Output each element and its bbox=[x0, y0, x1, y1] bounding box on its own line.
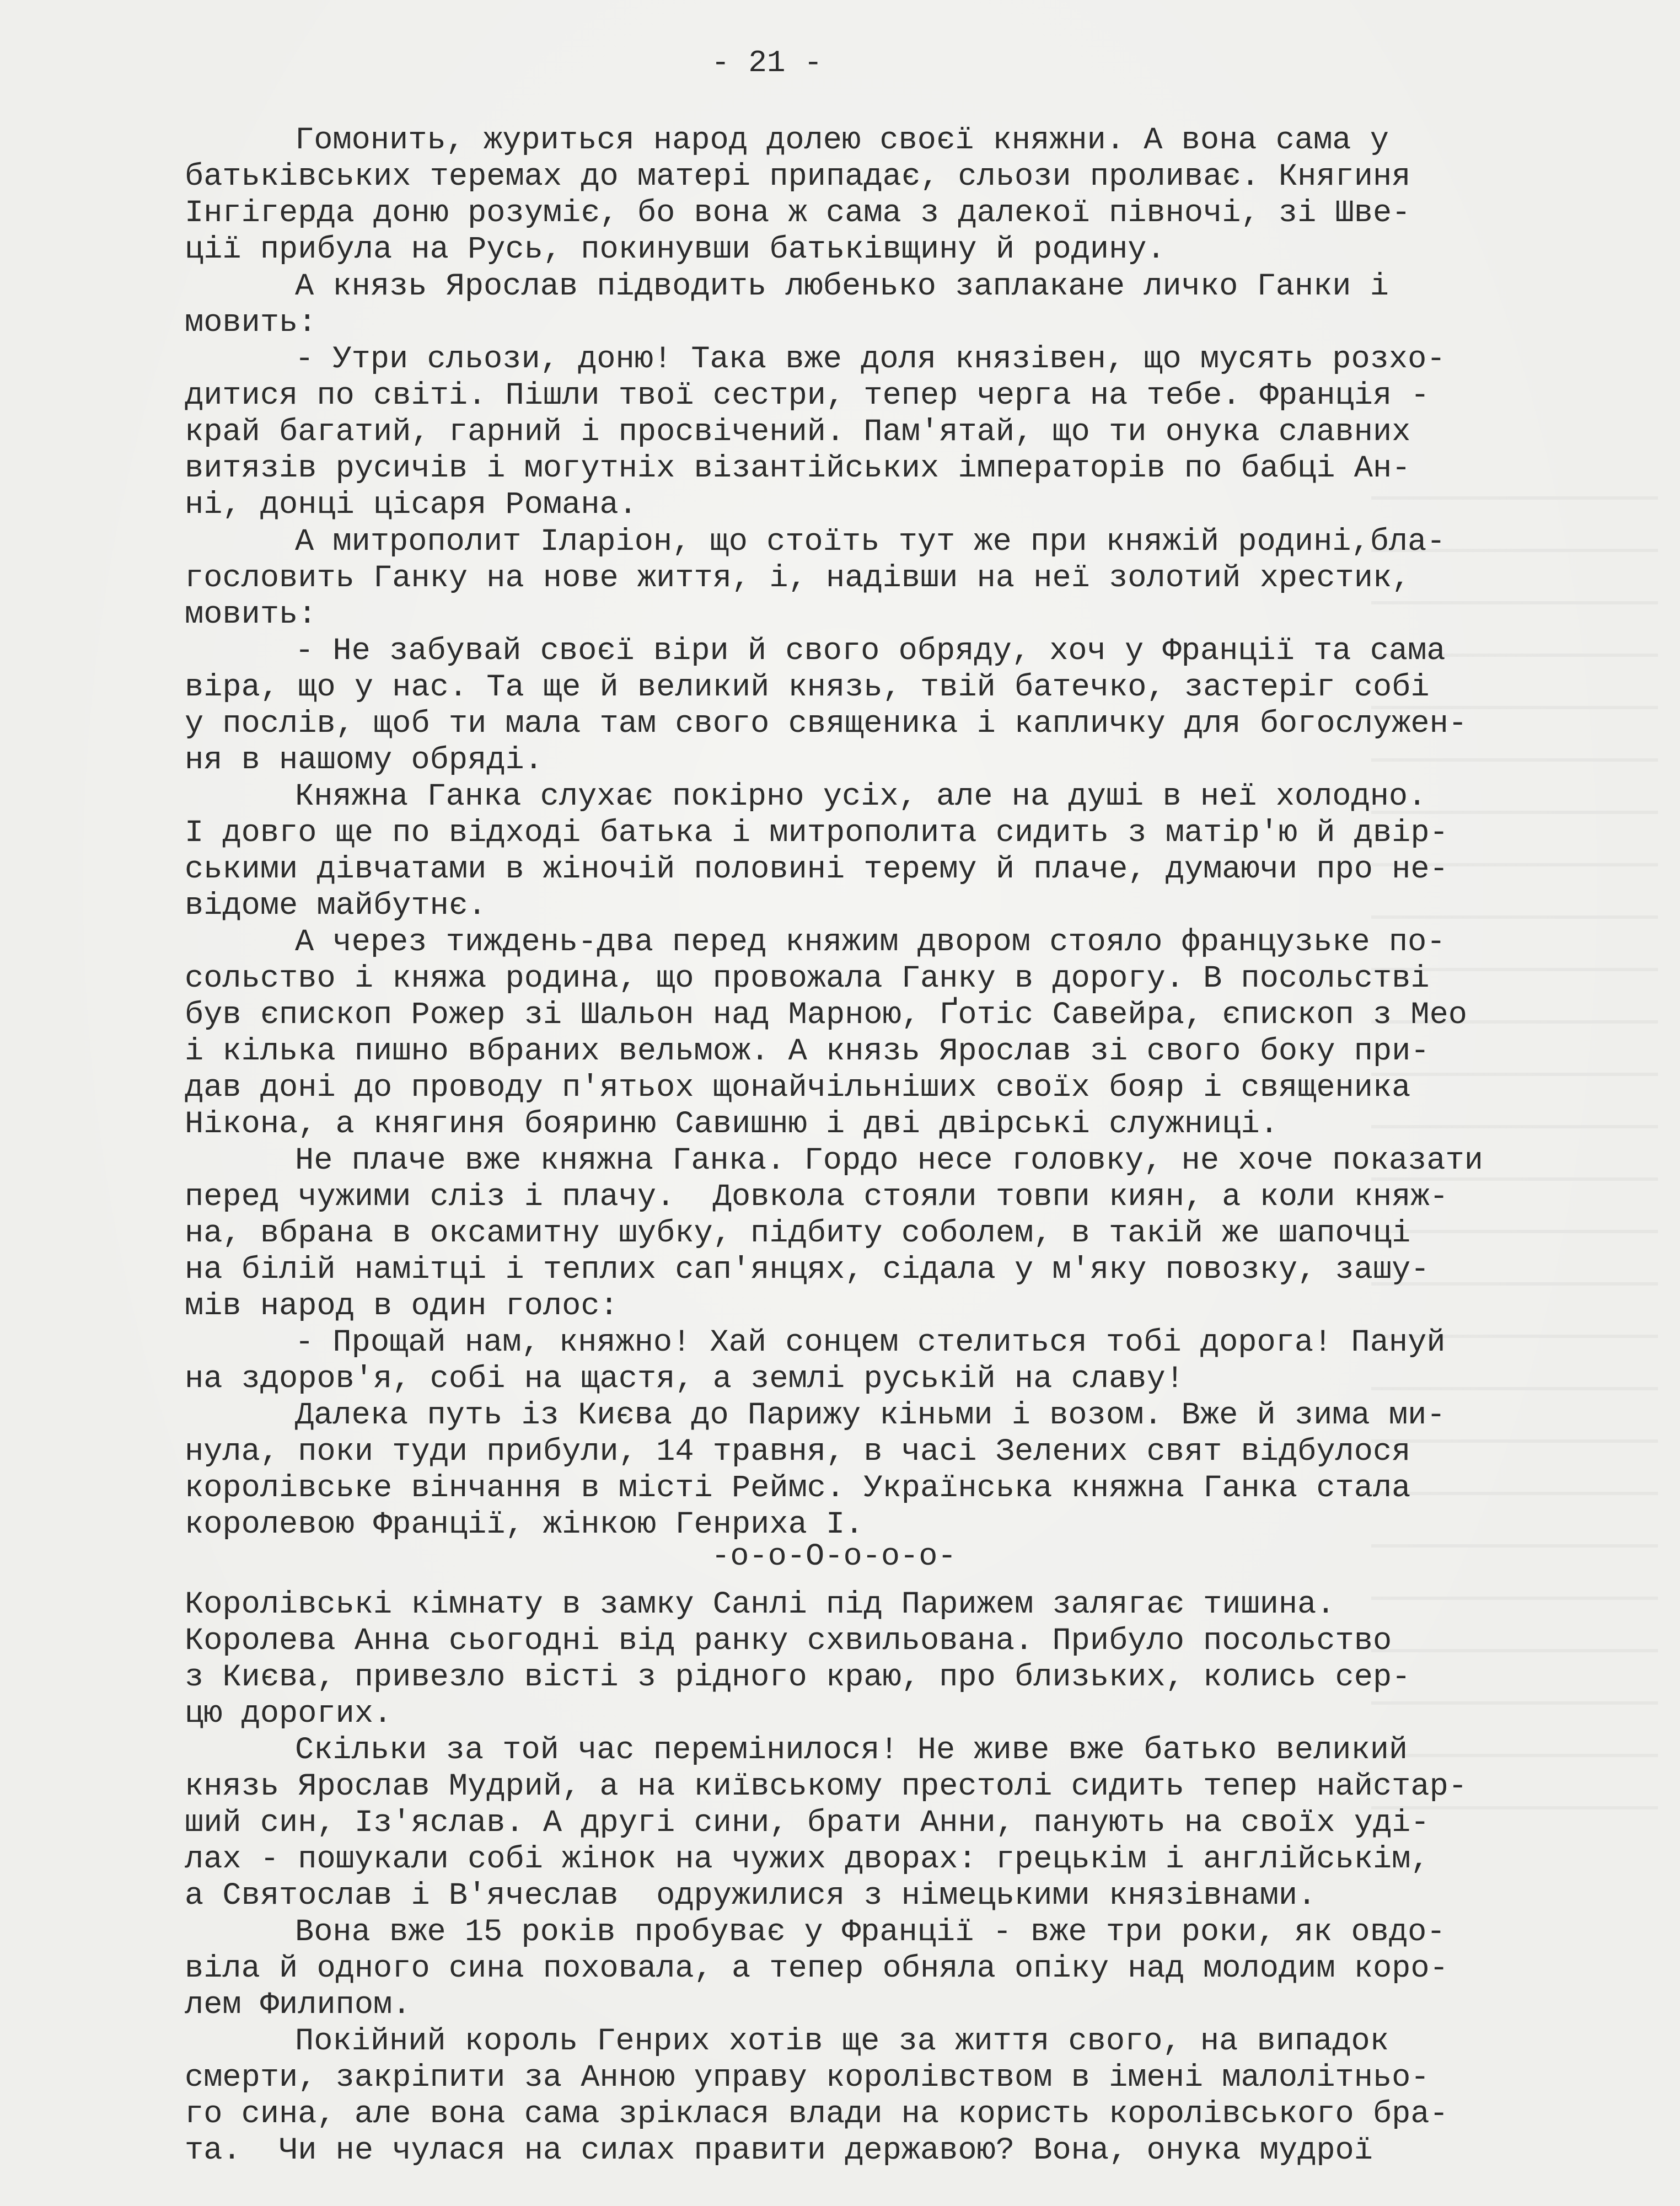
text-line: дав доні до проводу п'ятьох щонайчільніших своїх бояр і священика bbox=[185, 1070, 1411, 1106]
text-line: князь Ярослав Мудрий, а на київському престолі сидить тепер найстар- bbox=[185, 1769, 1467, 1805]
text-line: - Прощай нам, княжно! Хай сонцем стелиться тобі дорога! Пануй bbox=[295, 1325, 1446, 1361]
text-line: ції прибула на Русь, покинувши батьківщину й родину. bbox=[185, 232, 1166, 267]
text-line: Покійний король Генрих хотів ще за життя свого, на випадок bbox=[295, 2024, 1389, 2059]
text-line: го сина, але вона сама зріклася влади на користь королівського бра- bbox=[185, 2097, 1448, 2132]
text-line: витязів русичів і могутніх візантійських імператорів по бабці Ан- bbox=[185, 451, 1411, 486]
text-line: королевою Франції, жінкою Генриха І. bbox=[185, 1507, 864, 1543]
text-line: лах - пошукали собі жінок на чужих дворах: грецькім і англійськім, bbox=[185, 1842, 1430, 1877]
text-line: мовить: bbox=[185, 306, 317, 341]
text-line: Вона вже 15 років пробуває у Франції - вже три роки, як овдо- bbox=[295, 1915, 1446, 1950]
text-line: віра, що у нас. Та ще й великий князь, твій батечко, застеріг собі bbox=[185, 670, 1430, 705]
text-line: край багатий, гарний і просвічений. Пам'ятай, що ти онука славних bbox=[185, 415, 1411, 450]
text-line: А через тиждень-два перед княжим двором стояло французьке по- bbox=[295, 925, 1446, 960]
text-line: Не плаче вже княжна Ганка. Гордо несе головку, не хоче показати bbox=[295, 1143, 1483, 1179]
text-line: ня в нашому обряді. bbox=[185, 743, 543, 778]
text-line: і кілька пишно вбраних вельмож. А князь Ярослав зі свого боку при- bbox=[185, 1034, 1430, 1069]
text-line: смерти, закріпити за Анною управу королівством в імені малолітньо- bbox=[185, 2060, 1430, 2096]
text-line: з Києва, привезло вісті з рідного краю, про близьких, колись сер- bbox=[185, 1660, 1411, 1695]
text-line: сольство і княжа родина, що провожала Ганку в дорогу. В посольстві bbox=[185, 961, 1430, 997]
text-line: ськими дівчатами в жіночій половині терему й плаче, думаючи про не- bbox=[185, 852, 1448, 887]
text-line: відоме майбутнє. bbox=[185, 888, 487, 924]
text-line: Королівські кімнату в замку Санлі під Парижем залягає тишина. bbox=[185, 1587, 1335, 1623]
text-line: ні, донці цісаря Романа. bbox=[185, 488, 637, 523]
text-line: дитися по світі. Пішли твої сестри, тепер черга на тебе. Франція - bbox=[185, 378, 1430, 414]
text-line: цю дорогих. bbox=[185, 1696, 393, 1732]
text-line: був єпископ Рожер зі Шальон над Марною, Ґотіс Савейра, єпископ з Мео bbox=[185, 998, 1467, 1033]
text-line: Гомонить, журиться народ долею своєї княжни. А вона сама у bbox=[295, 123, 1389, 158]
text-line: мовить: bbox=[185, 597, 317, 633]
text-line: гословить Ганку на нове життя, і, надівши на неї золотий хрестик, bbox=[185, 561, 1411, 596]
text-line: на здоров'я, собі на щастя, а землі руській на славу! bbox=[185, 1362, 1184, 1397]
text-line: Інгігерда доню розуміє, бо вона ж сама з далекої півночі, зі Шве- bbox=[185, 196, 1411, 231]
text-line: - Утри сльози, доню! Така вже доля князівен, що мусять розхо- bbox=[295, 342, 1446, 377]
text-line: Нікона, а княгиня бояриню Савишню і дві двірські служниці. bbox=[185, 1107, 1279, 1142]
text-line: Далека путь із Києва до Парижу кіньми і возом. Вже й зима ми- bbox=[295, 1398, 1446, 1433]
text-line: - Не забувай своєї віри й свого обряду, хоч у Франції та сама bbox=[295, 634, 1446, 669]
text-line: Скільки за той час перемінилося! Не живе вже батько великий bbox=[295, 1733, 1408, 1768]
text-line: -о-о-О-о-о-о- bbox=[711, 1539, 957, 1575]
text-line: а Святослав і В'ячеслав одружилися з німецькими князівнами. bbox=[185, 1878, 1317, 1914]
text-line: віла й одного сина поховала, а тепер обняла опіку над молодим коро- bbox=[185, 1951, 1448, 1987]
text-line: мів народ в один голос: bbox=[185, 1289, 619, 1324]
text-line: А митрополит Іларіон, що стоїть тут же при княжій родині,бла- bbox=[295, 524, 1446, 560]
text-line: А князь Ярослав підводить любенько заплакане личко Ганки і bbox=[295, 269, 1389, 304]
text-line: батьківських теремах до матері припадає, сльози проливає. Княгиня bbox=[185, 159, 1411, 195]
text-line: ший син, Із'яслав. А другі сини, брати Анни, панують на своїх уді- bbox=[185, 1806, 1430, 1841]
text-line: Княжна Ганка слухає покірно усіх, але на душі в неї холодно. bbox=[295, 779, 1427, 815]
text-line: І довго ще по відході батька і митрополита сидить з матір'ю й двір- bbox=[185, 816, 1448, 851]
text-line: нула, поки туди прибули, 14 травня, в часі Зелених свят відбулося bbox=[185, 1434, 1411, 1470]
text-line: Королева Анна сьогодні від ранку схвильована. Прибуло посольство bbox=[185, 1624, 1392, 1659]
text-line: лем Филипом. bbox=[185, 1988, 411, 2023]
text-line: перед чужими сліз і плачу. Довкола стояли товпи киян, а коли княж- bbox=[185, 1180, 1448, 1215]
text-line: у послів, щоб ти мала там свого священика і капличку для богослужен- bbox=[185, 706, 1467, 742]
text-line: на білій намітці і теплих сап'янцях, сідала у м'яку повозку, зашу- bbox=[185, 1252, 1430, 1288]
text-line: на, вбрана в оксамитну шубку, підбиту соболем, в такій же шапочці bbox=[185, 1216, 1411, 1251]
text-line: королівське вінчання в місті Реймс. Українська княжна Ганка стала bbox=[185, 1471, 1411, 1506]
page-number: - 21 - bbox=[711, 45, 823, 81]
text-line: та. Чи не чулася на силах правити державою? Вона, онука мудрої bbox=[185, 2133, 1373, 2168]
